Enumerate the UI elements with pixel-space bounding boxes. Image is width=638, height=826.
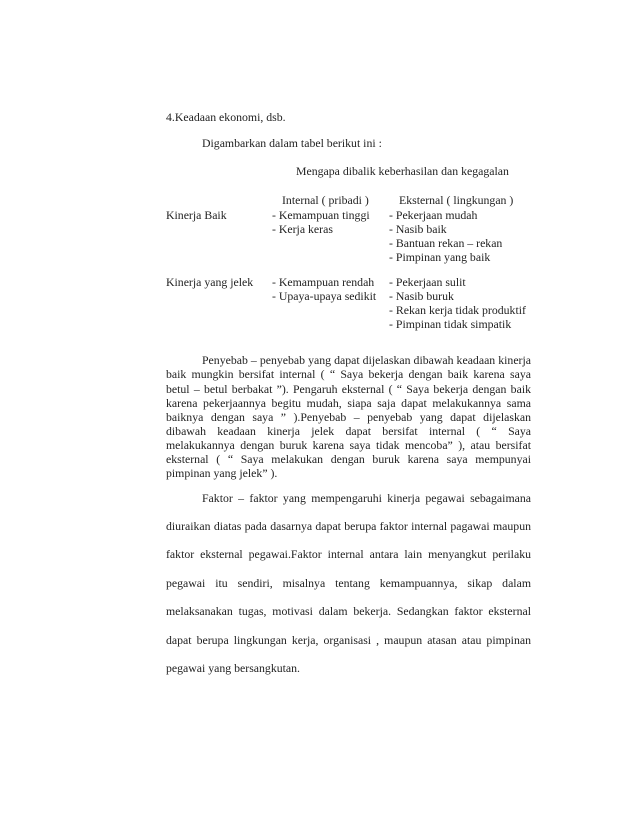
table-cell: - Bantuan rekan – rekan (389, 236, 503, 250)
paragraph-line: Penyebab – penyebab yang dapat dijelaskan dibawah keadaan kinerja (202, 353, 531, 367)
table-cell: - Nasib buruk (389, 289, 454, 303)
table-cell: - Kerja keras (272, 222, 333, 236)
paragraph-line: eksternal ( “ Saya melakukan dengan buruk karena saya mempunyai (166, 452, 531, 466)
paragraph-line: pegawai yang bersangkutan. (166, 661, 300, 675)
column-header-internal: Internal ( pribadi ) (282, 193, 369, 207)
row-label-kinerja-jelek: Kinerja yang jelek (166, 275, 254, 289)
paragraph-line: betul – betul berbakat ”). Pengaruh eksternal ( “ Saya bekerja dengan baik (166, 382, 531, 396)
table-cell: - Kemampuan rendah (272, 275, 375, 289)
paragraph-line: dibawah keadaan kinerja jelek dapat bersifat internal ( “ Saya (166, 424, 531, 438)
paragraph-line: dapat berupa lingkungan kerja, organisasi , maupun atasan atau pimpinan (166, 633, 531, 647)
paragraph-line: faktor eksternal pegawai.Faktor internal antara lain menyangkut perilaku (166, 547, 531, 561)
table-cell: - Nasib baik (389, 222, 447, 236)
row-label-kinerja-baik: Kinerja Baik (166, 208, 227, 222)
paragraph-line: melakukannya dengan buruk karena saya tidak mencoba” ), atau bersifat (166, 438, 531, 452)
table-cell: - Pekerjaan mudah (389, 208, 478, 222)
paragraph-line: diuraikan diatas pada dasarnya dapat berupa faktor internal pagawai maupun (166, 519, 531, 533)
paragraph-line: baiknya dengan saya ” ).Penyebab – penyebab yang dapat dijelaskan (166, 410, 531, 424)
paragraph-line: baik mungkin bersifat internal ( “ Saya bekerja dengan baik karena saya (166, 367, 531, 381)
table-cell: - Pimpinan tidak simpatik (389, 317, 512, 331)
list-item-heading: 4.Keadaan ekonomi, dsb. (166, 110, 286, 124)
table-title: Mengapa dibalik keberhasilan dan kegagalan (296, 164, 509, 178)
paragraph-line: Faktor – faktor yang mempengaruhi kinerja pegawai sebagaimana (202, 491, 531, 505)
paragraph-line: melaksanakan tugas, motivasi dalam bekerja. Sedangkan faktor eksternal (166, 604, 531, 618)
table-cell: - Rekan kerja tidak produktif (389, 303, 526, 317)
table-cell: - Kemampuan tinggi (272, 208, 370, 222)
paragraph-line: pimpinan yang jelek” ). (166, 466, 278, 480)
intro-text: Digambarkan dalam tabel berikut ini : (202, 136, 382, 150)
table-cell: - Pimpinan yang baik (389, 250, 491, 264)
paragraph-line: karena pekerjaannya begitu mudah, siapa saja dapat melakukannya sama (166, 396, 531, 410)
table-cell: - Upaya-upaya sedikit (272, 289, 377, 303)
column-header-eksternal: Eksternal ( lingkungan ) (399, 193, 514, 207)
table-cell: - Pekerjaan sulit (389, 275, 466, 289)
paragraph-line: pegawai itu sendiri, misalnya tentang kemampuannya, sikap dalam (166, 576, 531, 590)
